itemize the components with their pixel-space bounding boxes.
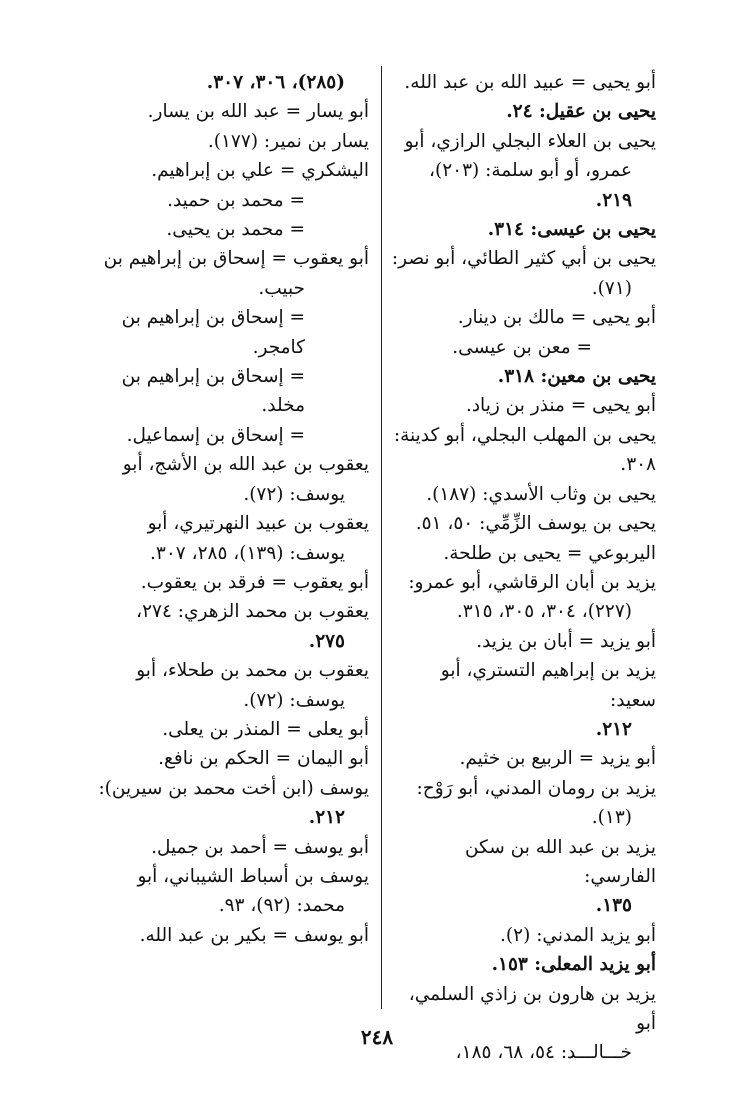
index-line: (٢٨٥)، ٣٠٦، ٣٠٧. (206, 72, 345, 93)
index-line: يوسف بن أسباط الشيباني، أبو (137, 865, 369, 887)
index-line: ٢١٢. (595, 718, 632, 740)
index-line: أبو اليمان = الحكم بن نافع. (158, 748, 369, 770)
index-line: يوسف: (٧٢). (243, 483, 345, 505)
index-line: خـــالـــد: ٥٤، ٦٨، ١٨٥، (455, 1042, 632, 1064)
index-line: يسار بن نمير: (١٧٧). (207, 130, 369, 152)
index-line: يزيد بن إبراهيم التستري، أبو سعيد: (440, 660, 656, 711)
index-line: ٢١٩. (595, 189, 632, 211)
index-line: (٢٢٧)، ٣٠٤، ٣٠٥، ٣١٥. (456, 601, 632, 623)
index-line: حبيب. (258, 277, 305, 299)
column-divider (381, 66, 382, 1009)
index-line: = إسحاق بن إسماعيل. (126, 424, 305, 446)
index-line: = إسحاق بن إبراهيم بن (121, 307, 305, 329)
index-line: (١٣). (591, 807, 632, 829)
index-line: يحيى بن أبي كثير الطائي، أبو نصر: (391, 248, 656, 270)
index-line: أبو يزيد = أبان بن يزيد. (476, 630, 656, 652)
index-line: (٧١). (591, 277, 632, 299)
index-line: = معن بن عيسى. (452, 336, 592, 358)
index-line: يحيى بن عيسى: ٣١٤. (487, 219, 656, 241)
index-line: أبو يوسف = أحمد بن جميل. (151, 836, 369, 858)
index-line: يحيى بن يوسف الزِّمِّي: ٥٠، ٥١. (415, 513, 656, 535)
index-line: ٢١٢. (308, 807, 345, 829)
index-line: أبو يحيى = مالك بن دينار. (457, 307, 656, 329)
index-line: = محمد بن حميد. (167, 189, 305, 211)
index-line: يعقوب بن عبد الله بن الأشج، أبو (122, 454, 369, 476)
index-line: أبو يعقوب = فرقد بن يعقوب. (140, 571, 369, 593)
index-line: يزيد بن عبد الله بن سكن الفارسي: (464, 836, 656, 887)
index-line: يوسف: (٧٢). (243, 689, 345, 711)
index-line: يحيى بن معين: ٣١٨. (497, 366, 656, 388)
index-line: يوسف (ابن أخت محمد بن سيرين): (98, 777, 369, 799)
index-line: يعقوب بن محمد الزهري: ٢٧٤، (136, 601, 369, 623)
index-column-right (390, 68, 656, 1068)
index-line: ١٣٥. (595, 895, 632, 917)
index-line: = إسحاق بن إبراهيم بن (121, 366, 305, 388)
index-line: أبو يزيد = الربيع بن خثيم. (459, 748, 656, 770)
index-line: ٢٧٥. (308, 630, 345, 652)
index-line: أبو يسار = عبد الله بن يسار. (147, 101, 369, 123)
index-line: يحيى بن عقيل: ٢٤. (506, 101, 656, 123)
index-line: كامجر. (252, 336, 305, 358)
index-line: مخلد. (261, 395, 305, 417)
index-line: يزيد بن رومان المدني، أبو رَوْح: (416, 777, 656, 799)
index-line: يحيى بن وثاب الأسدي: (١٨٧). (426, 483, 656, 505)
index-line: اليربوعي = يحيى بن طلحة. (443, 542, 656, 564)
index-column-left (94, 68, 369, 950)
index-line: اليشكري = علي بن إبراهيم. (151, 160, 369, 182)
page-number: ٢٤٨ (360, 1025, 394, 1049)
index-line: يزيد بن هارون بن زاذي السلمي، أبو (408, 983, 656, 1034)
index-line: يعقوب بن عبيد النهرتيري، أبو (147, 513, 369, 535)
index-line: أبو يحيى = عبيد الله بن عبد الله. (404, 72, 656, 93)
index-line: = محمد بن يحيى. (166, 219, 305, 241)
index-line: أبو يعلى = المنذر بن يعلى. (162, 718, 369, 740)
index-line: أبو يعقوب = إسحاق بن إبراهيم بن (103, 248, 369, 270)
index-line: أبو يزيد المدني: (٢). (500, 924, 656, 946)
index-line: يزيد بن أبان الرقاشي، أبو عمرو: (408, 571, 656, 593)
index-line: أبو يوسف = بكير بن عبد الله. (139, 924, 369, 946)
index-line: يوسف: (١٣٩)، ٢٨٥، ٣٠٧. (150, 542, 345, 564)
index-line: يحيى بن العلاء البجلي الرازي، أبو (404, 130, 656, 152)
index-line: أبو يزيد المعلى: ١٥٣. (491, 954, 656, 976)
index-line: عمرو، أو أبو سلمة: (٢٠٣)، (429, 160, 632, 182)
index-line: محمد: (٩٢)، ٩٣. (218, 895, 345, 917)
index-line: يعقوب بن محمد بن طحلاء، أبو (136, 660, 369, 682)
index-line: أبو يحيى = منذر بن زياد. (465, 395, 656, 417)
index-line: يحيى بن المهلب البجلي، أبو كدينة: ٣٠٨. (393, 424, 656, 476)
